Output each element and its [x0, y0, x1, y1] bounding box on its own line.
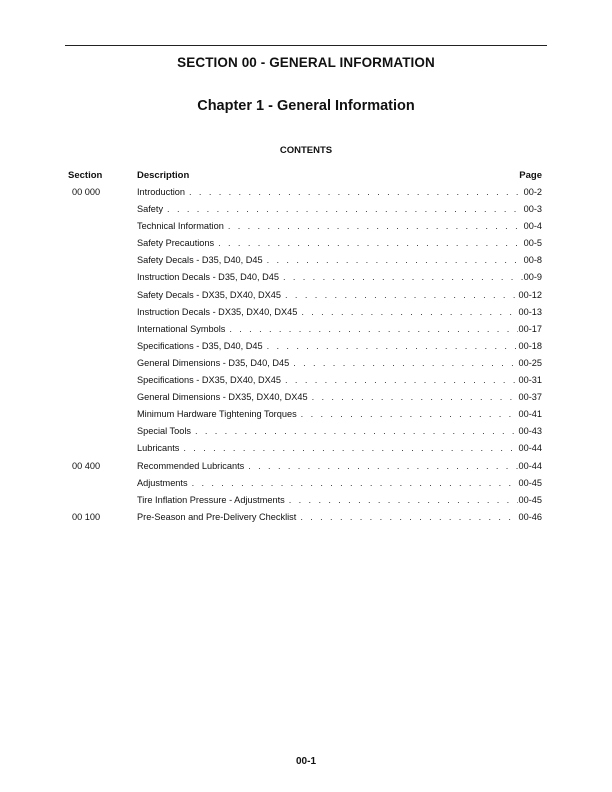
toc-entry-line — [137, 186, 542, 198]
toc-entry-line — [137, 391, 542, 403]
toc-dot-leader — [285, 289, 517, 301]
toc-entries — [65, 185, 542, 527]
toc-entry-line — [137, 323, 542, 335]
toc-entry-description: Special Tools — [137, 426, 191, 437]
toc-entry-line — [137, 203, 542, 215]
table-of-contents — [65, 170, 542, 527]
toc-entry-page: 00-46 — [518, 511, 542, 522]
toc-entry[interactable] — [65, 441, 542, 458]
toc-entry-description: Pre-Season and Pre-Delivery Checklist — [137, 511, 297, 522]
toc-entry-line — [137, 237, 542, 249]
toc-entry[interactable] — [65, 424, 542, 441]
toc-entry-description: Introduction — [137, 187, 186, 197]
toc-entry-description: Instruction Decals - DX35, DX40, DX45 — [137, 306, 298, 317]
toc-entry-description: Specifications - DX35, DX40, DX45 — [137, 375, 282, 386]
toc-entry-description: General Dimensions - DX35, DX40, DX45 — [137, 392, 308, 403]
toc-dot-leader — [300, 511, 517, 523]
toc-dot-leader — [283, 271, 523, 283]
toc-entry-line — [137, 357, 542, 369]
toc-entry-page: 00-37 — [518, 392, 542, 403]
toc-entry-page: 00-41 — [518, 409, 542, 420]
toc-entry-section: 00 100 — [72, 511, 101, 522]
toc-entry[interactable] — [65, 459, 542, 476]
toc-entry[interactable] — [65, 407, 542, 424]
toc-entry-page: 00-5 — [523, 238, 542, 249]
toc-entry-line — [137, 477, 542, 489]
toc-entry-description: Safety Decals - DX35, DX40, DX45 — [137, 289, 282, 300]
toc-entry-line — [137, 494, 542, 506]
toc-dot-leader — [312, 391, 518, 403]
toc-dot-leader — [285, 374, 517, 386]
toc-dot-leader — [192, 477, 518, 489]
toc-entry-description: Lubricants — [137, 443, 180, 454]
toc-entry-description: Safety — [137, 204, 164, 215]
toc-entry[interactable] — [65, 288, 542, 305]
toc-entry-page: 00-31 — [518, 375, 542, 386]
page-number: 00-1 — [295, 756, 316, 767]
toc-entry-line — [137, 374, 542, 386]
toc-dot-leader — [267, 340, 518, 352]
toc-dot-leader — [218, 237, 522, 249]
toc-entry[interactable] — [65, 373, 542, 390]
toc-dot-leader — [183, 442, 517, 454]
toc-entry-page: 00-8 — [523, 255, 542, 266]
toc-entry-page: 00-2 — [523, 187, 542, 197]
toc-entry-line — [137, 289, 542, 301]
toc-entry[interactable] — [65, 476, 542, 493]
toc-entry-page: 00-44 — [518, 460, 542, 471]
toc-dot-leader — [189, 186, 523, 198]
toc-dot-leader — [167, 203, 523, 215]
toc-entry[interactable] — [65, 185, 542, 202]
toc-entry[interactable] — [65, 219, 542, 236]
section-title: SECTION 00 - GENERAL INFORMATION — [177, 55, 435, 70]
toc-entry[interactable] — [65, 305, 542, 322]
toc-entry-line — [137, 425, 542, 437]
toc-entry-description: Technical Information — [137, 221, 224, 232]
toc-entry-page: 00-3 — [523, 204, 542, 215]
toc-header-page: Page — [519, 170, 542, 181]
toc-entry-page: 00-9 — [523, 272, 542, 283]
toc-entry-description: Minimum Hardware Tightening Torques — [137, 409, 297, 420]
toc-entry-description: International Symbols — [137, 323, 226, 334]
toc-entry[interactable] — [65, 356, 542, 373]
toc-entry-page: 00-12 — [518, 289, 542, 300]
toc-entry-page: 00-25 — [518, 357, 542, 368]
toc-entry-line — [137, 271, 542, 283]
toc-entry-line — [137, 442, 542, 454]
toc-entry-line — [137, 306, 542, 318]
toc-entry-line — [137, 511, 542, 523]
toc-entry-page: 00-43 — [518, 426, 542, 437]
contents-heading: CONTENTS — [279, 145, 333, 156]
toc-entry-page: 00-45 — [518, 477, 542, 488]
toc-header-row — [65, 170, 542, 185]
toc-entry[interactable] — [65, 236, 542, 253]
toc-entry-page: 00-17 — [518, 323, 542, 334]
toc-entry-page: 00-18 — [518, 340, 542, 351]
toc-dot-leader — [228, 220, 523, 232]
toc-entry-description: Safety Decals - D35, D40, D45 — [137, 255, 263, 266]
toc-dot-leader — [301, 408, 518, 420]
toc-header-description: Description — [137, 170, 190, 181]
header-rule — [65, 45, 547, 46]
toc-entry[interactable] — [65, 322, 542, 339]
toc-entry-section: 00 000 — [72, 187, 101, 197]
toc-entry-description: Safety Precautions — [137, 238, 215, 249]
toc-entry[interactable] — [65, 493, 542, 510]
toc-dot-leader — [293, 357, 517, 369]
toc-dot-leader — [301, 306, 517, 318]
toc-entry[interactable] — [65, 390, 542, 407]
toc-entry[interactable] — [65, 510, 542, 527]
toc-entry-line — [137, 340, 542, 352]
toc-entry-page: 00-4 — [523, 221, 542, 232]
toc-entry[interactable] — [65, 202, 542, 219]
toc-entry-description: Specifications - D35, D40, D45 — [137, 340, 263, 351]
toc-entry-description: Tire Inflation Pressure - Adjustments — [137, 494, 285, 505]
toc-entry[interactable] — [65, 339, 542, 356]
toc-dot-leader — [195, 425, 518, 437]
chapter-title: Chapter 1 - General Information — [197, 98, 415, 114]
toc-dot-leader — [267, 254, 523, 266]
toc-entry-line — [137, 254, 542, 266]
toc-entry-line — [137, 220, 542, 232]
toc-entry-page: 00-44 — [518, 443, 542, 454]
toc-entry[interactable] — [65, 270, 542, 287]
toc-dot-leader — [289, 494, 518, 506]
toc-entry-section: 00 400 — [72, 460, 101, 471]
toc-entry-description: Adjustments — [137, 477, 188, 488]
toc-entry-page: 00-45 — [518, 494, 542, 505]
toc-header-section: Section — [68, 170, 103, 181]
toc-entry-description: General Dimensions - D35, D40, D45 — [137, 357, 290, 368]
toc-entry-line — [137, 408, 542, 420]
toc-entry-description: Instruction Decals - D35, D40, D45 — [137, 272, 279, 283]
toc-entry-line — [137, 460, 542, 472]
toc-entry[interactable] — [65, 253, 542, 270]
toc-dot-leader — [248, 460, 517, 472]
toc-entry-description: Recommended Lubricants — [137, 460, 245, 471]
toc-dot-leader — [229, 323, 517, 335]
toc-entry-page: 00-13 — [518, 306, 542, 317]
